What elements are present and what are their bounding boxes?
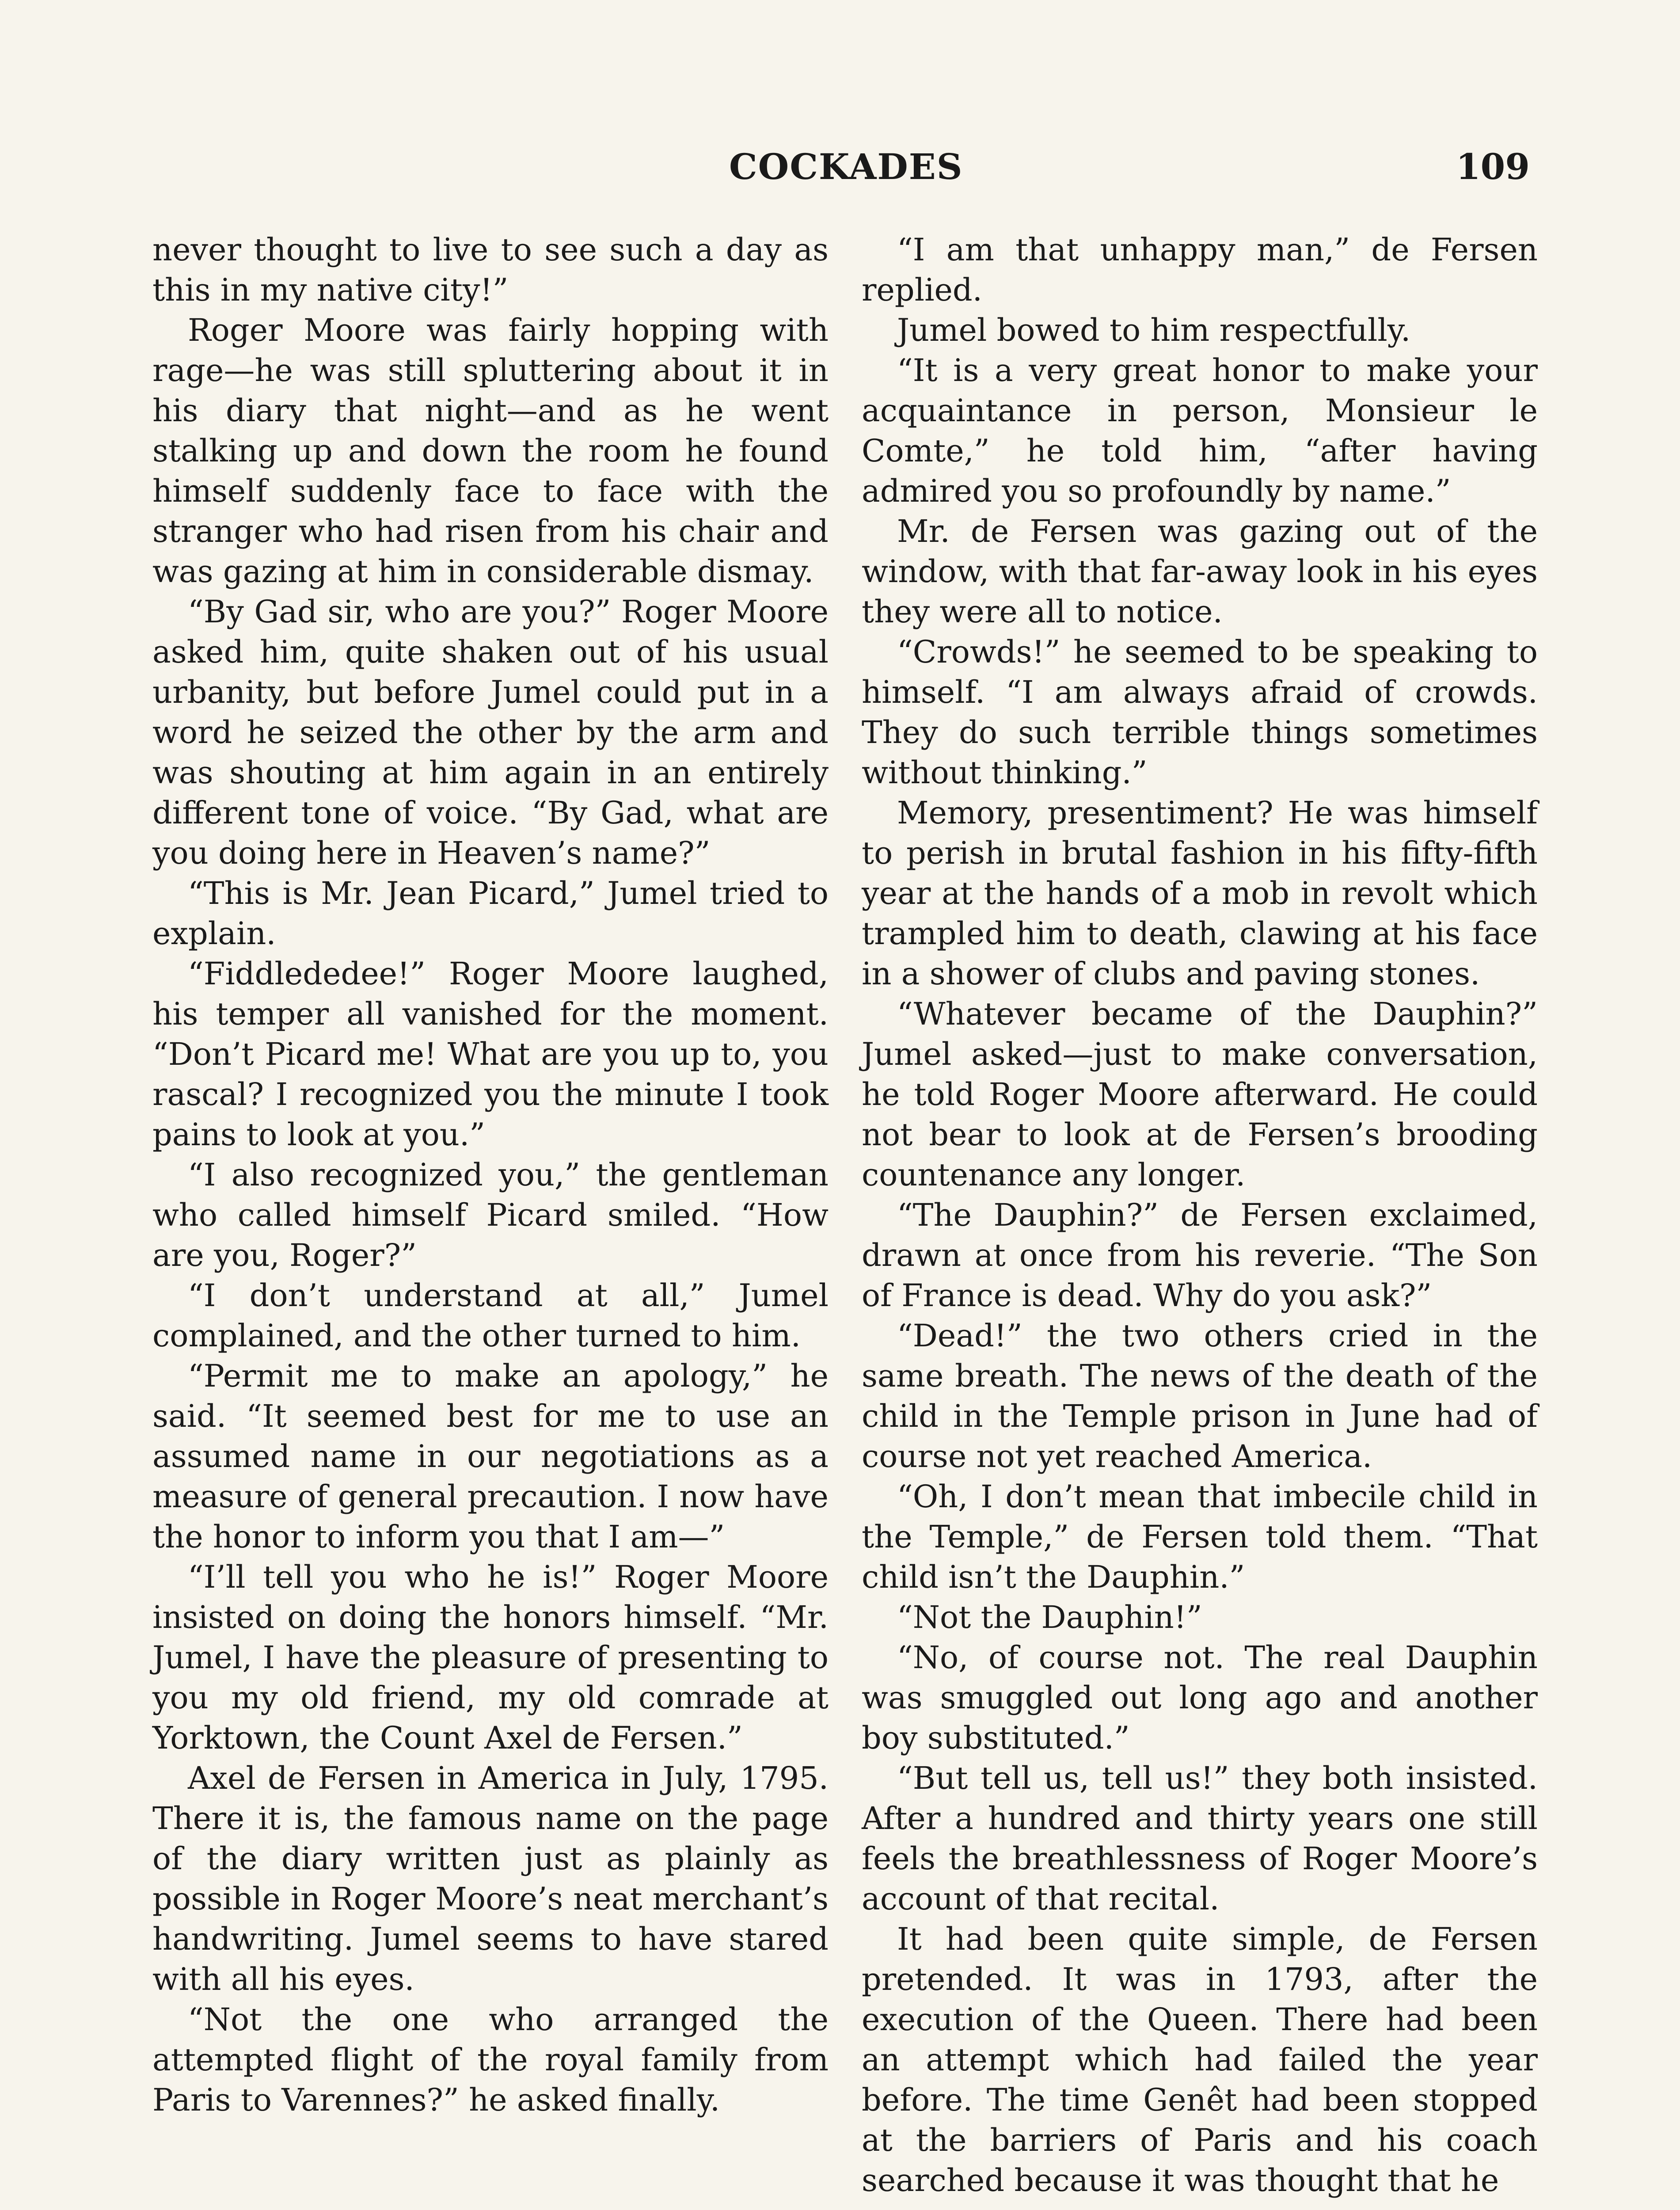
paragraph: “Permit me to make an apology,” he said. “It seemed best for me to use an assumed name in our negotiations as a measure of general precaution. I now have the honor to inform you that I am—” bbox=[152, 1358, 829, 1555]
paragraph: Roger Moore was fairly hopping with rage—he was still spluttering about it in his diary that night—and as he went stalking up and down the room he found himself suddenly face to face with the stranger who had risen from his chair and was gazing at him in considerable dismay. bbox=[152, 312, 829, 590]
paragraph: “But tell us, tell us!” they both insisted. After a hundred and thirty years one still feels the breathlessness of Roger Moore’s account of that recital. bbox=[862, 1760, 1538, 1917]
paragraph: Jumel bowed to him respectfully. bbox=[897, 312, 1411, 348]
paragraph: “Not the Dauphin!” bbox=[897, 1599, 1202, 1635]
paragraph: “The Dauphin?” de Fersen exclaimed, drawn at once from his reverie. “The Son of France is dead. Why do you ask?” bbox=[862, 1197, 1538, 1314]
paragraph: “By Gad sir, who are you?” Roger Moore asked him, quite shaken out of his usual urbanity, but before Jumel could put in a word he seized the other by the arm and was shouting at him again in an entirely different tone of voice. “By Gad, what are you doing here in Heaven’s name?” bbox=[152, 594, 829, 871]
paragraph: “I am that unhappy man,” de Fersen replied. bbox=[862, 232, 1538, 308]
running-title: COCKADES bbox=[729, 146, 963, 187]
paragraph: “I’ll tell you who he is!” Roger Moore insisted on doing the honors himself. “Mr. Jumel, I have the pleasure of presenting to you my old friend, my old comrade at Yorktown, the Count Axel de Fersen.” bbox=[152, 1559, 829, 1756]
paragraph: “I also recognized you,” the gentleman who called himself Picard smiled. “How are you, Roger?” bbox=[152, 1157, 829, 1273]
paragraph: never thought to live to see such a day as this in my native city!” bbox=[152, 232, 829, 308]
paragraph: “This is Mr. Jean Picard,” Jumel tried to explain. bbox=[152, 875, 829, 952]
paragraph: “Crowds!” he seemed to be speaking to himself. “I am always afraid of crowds. They do such terrible things sometimes without thinking.” bbox=[862, 634, 1538, 791]
paragraph: “It is a very great honor to make your acquaintance in person, Monsieur le Comte,” he told him, “after having admired you so profoundly by name.” bbox=[862, 352, 1538, 509]
paragraph: “No, of course not. The real Dauphin was smuggled out long ago and another boy substituted.” bbox=[862, 1639, 1538, 1756]
paragraph: Mr. de Fersen was gazing out of the window, with that far-away look in his eyes they were all to notice. bbox=[862, 513, 1538, 630]
page-header bbox=[0, 146, 1680, 199]
paragraph: “Whatever became of the Dauphin?” Jumel asked—just to make conversation, he told Roger Moore afterward. He could not bear to look at de Fersen’s brooding countenance any longer. bbox=[862, 996, 1538, 1193]
paragraph: “I don’t understand at all,” Jumel complained, and the other turned to him. bbox=[152, 1277, 829, 1354]
left-column bbox=[152, 230, 829, 2120]
paragraph: “Dead!” the two others cried in the same breath. The news of the death of the child in the Temple prison in June had of course not yet reached America. bbox=[862, 1318, 1538, 1475]
paragraph: “Fiddlededee!” Roger Moore laughed, his temper all vanished for the moment. “Don’t Picard me! What are you up to, you rascal? I recognized you the minute I took pains to look at you.” bbox=[152, 956, 829, 1153]
page-number: 109 bbox=[1456, 146, 1530, 187]
paragraph: “Oh, I don’t mean that imbecile child in the Temple,” de Fersen told them. “That child isn’t the Dauphin.” bbox=[862, 1478, 1538, 1595]
paragraph: “Not the one who arranged the attempted flight of the royal family from Paris to Varennes?” he asked finally. bbox=[152, 2001, 829, 2118]
paragraph: Axel de Fersen in America in July, 1795. There it is, the famous name on the page of the diary written just as plainly as possible in Roger Moore’s neat merchant’s handwriting. Jumel seems to have stared with all his eyes. bbox=[152, 1760, 829, 1997]
paragraph: Memory, presentiment? He was himself to perish in brutal fashion in his fifty-fifth year at the hands of a mob in revolt which trampled him to death, clawing at his face in a shower of clubs and paving stones. bbox=[862, 795, 1538, 992]
right-column bbox=[862, 230, 1538, 2201]
paragraph: It had been quite simple, de Fersen pretended. It was in 1793, after the execution of the Queen. There had been an attempt which had failed the year before. The time Genêt had been stopped at the barriers of Paris and his coach searched because it was thought that he bbox=[862, 1921, 1538, 2199]
